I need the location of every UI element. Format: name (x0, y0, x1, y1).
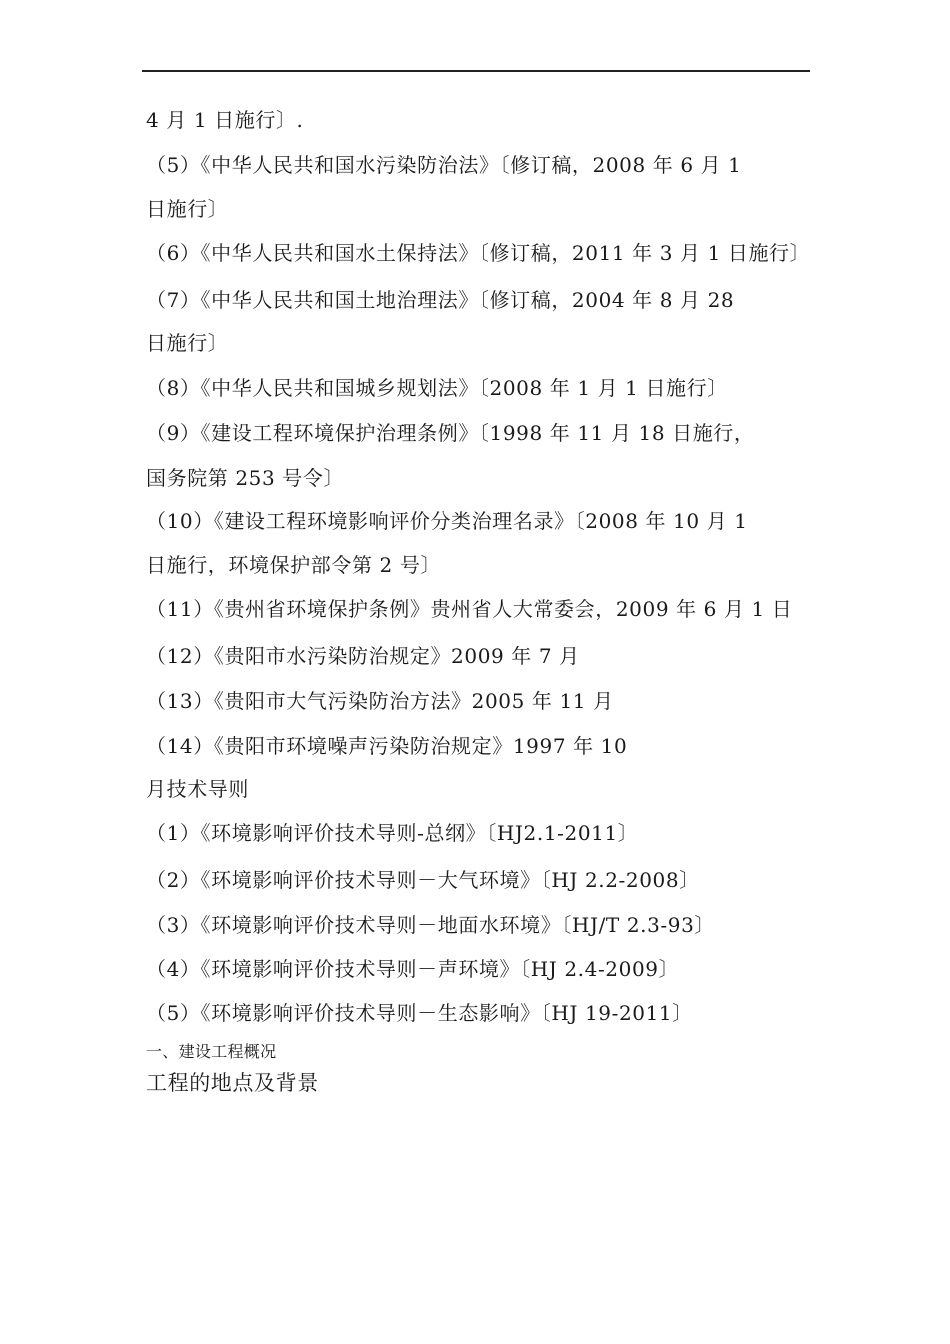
text-line: 4 月 1 日施行〕. (146, 108, 304, 132)
text-line: （9）《建设工程环境保护治理条例》〔1998 年 11 月 18 日施行， (146, 421, 755, 445)
text-line: （13）《贵阳市大气污染防治方法》2005 年 11 月 (146, 689, 614, 713)
section-heading: 一、建设工程概况 (146, 1042, 277, 1061)
text-line: （12）《贵阳市水污染防治规定》2009 年 7 月 (146, 644, 580, 668)
text-line: （11）《贵州省环境保护条例》贵州省人大常委会，2009 年 6 月 1 日 (146, 597, 793, 621)
text-line: （7）《中华人民共和国土地治理法》〔修订稿，2004 年 8 月 28 (146, 288, 735, 312)
text-line: （6）《中华人民共和国水土保持法》〔修订稿，2011 年 3 月 1 日施行〕 (146, 241, 811, 265)
text-line: 日施行〕 (146, 197, 229, 221)
text-line: （1）《环境影响评价技术导则-总纲》〔HJ2.1-2011〕 (146, 821, 639, 845)
text-line: 月技术导则 (146, 777, 249, 801)
text-line: （5）《中华人民共和国水污染防治法》〔修订稿，2008 年 6 月 1 (146, 153, 742, 177)
text-line: （5）《环境影响评价技术导则－生态影响》〔HJ 19-2011〕 (146, 1001, 693, 1025)
header-rule (142, 70, 810, 72)
subsection-heading: 工程的地点及背景 (146, 1071, 319, 1095)
text-line: 国务院第 253 号令〕 (146, 466, 345, 490)
text-line: （2）《环境影响评价技术导则－大气环境》〔HJ 2.2-2008〕 (146, 868, 700, 892)
text-line: （8）《中华人民共和国城乡规划法》〔2008 年 1 月 1 日施行〕 (146, 376, 728, 400)
text-line: （4）《环境影响评价技术导则－声环境》〔HJ 2.4-2009〕 (146, 957, 680, 981)
text-line: （10）《建设工程环境影响评价分类治理名录》〔2008 年 10 月 1 (146, 509, 748, 533)
text-line: 日施行，环境保护部令第 2 号〕 (146, 553, 442, 577)
text-line: 日施行〕 (146, 331, 229, 355)
text-line: （3）《环境影响评价技术导则－地面水环境》〔HJ/T 2.3-93〕 (146, 913, 716, 937)
text-line: （14）《贵阳市环境噪声污染防治规定》1997 年 10 (146, 734, 628, 758)
